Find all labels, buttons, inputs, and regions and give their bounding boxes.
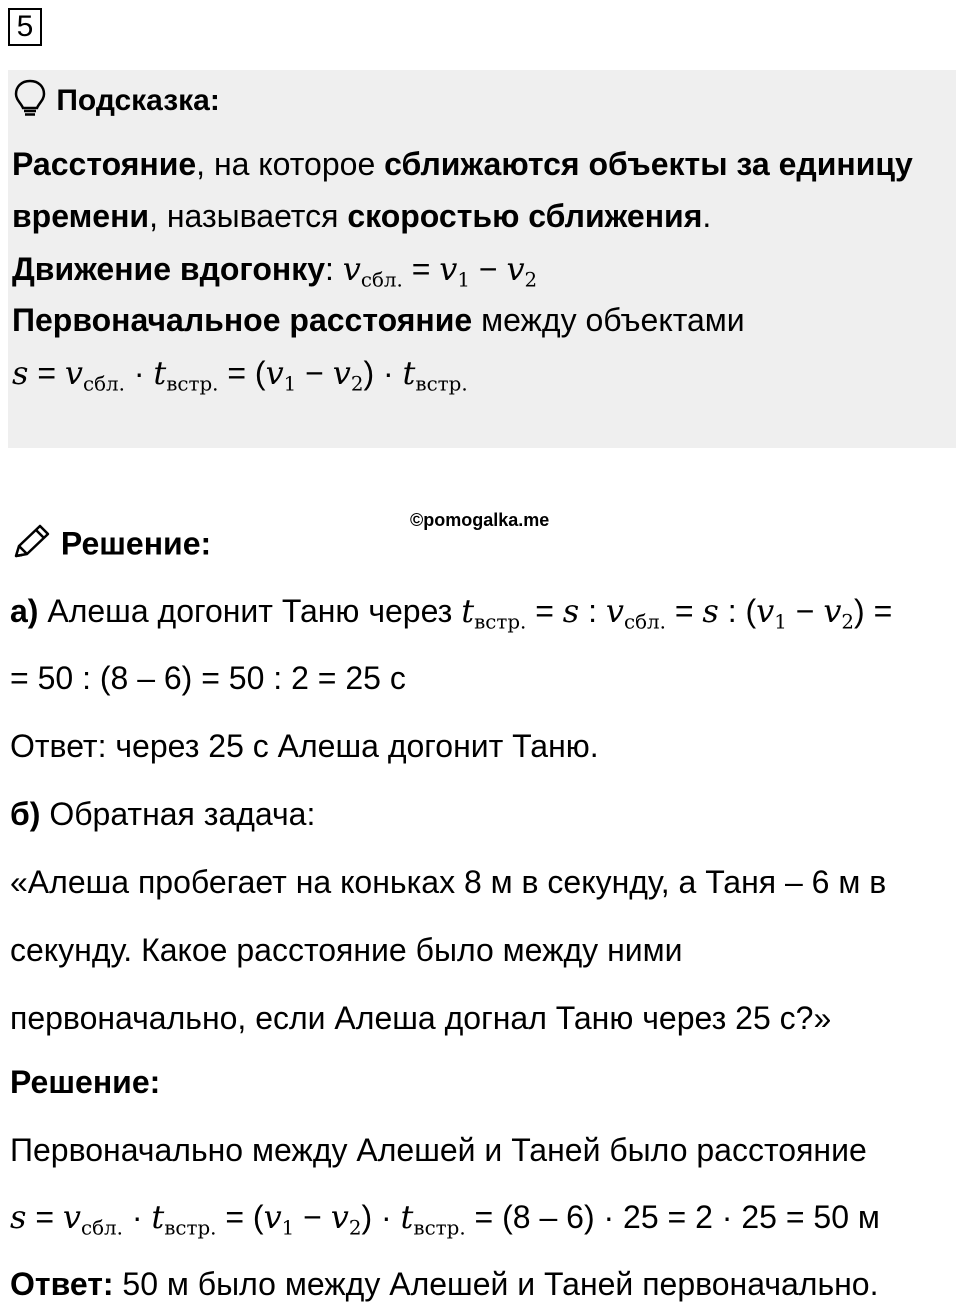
hint-line-3 (12, 250, 537, 291)
part-a-answer: Ответ: через 25 с Алеша догонит Таню. (10, 728, 599, 764)
text: между объектами (472, 302, 745, 338)
distance-formula: $s = v_{сбл.} \cdot t_{встр.} = (v_1 - v_2) \cdot t_{встр.}$ (12, 354, 468, 396)
part-b-solution-text: Первоначально между Алешей и Таней было расстояние (10, 1132, 867, 1168)
text: Алеша догонит Таню через (38, 593, 462, 629)
hint-line-4 (12, 302, 745, 339)
hint-title-row (12, 78, 220, 126)
term-chase: Движение вдогонку (12, 251, 326, 287)
term-initial-distance: Первоначальное расстояние (12, 302, 473, 338)
term-approach: сближаются объекты за единицу (384, 146, 913, 182)
task-number: 5 (8, 8, 42, 46)
lightbulb-icon (12, 78, 48, 126)
part-b-solution-title (10, 1064, 160, 1101)
text: 50 м было между Алешей и Таней первоначально. (113, 1266, 879, 1302)
text: , называется (149, 198, 348, 234)
text: Решение: (10, 1064, 161, 1100)
distance-formula-b: $s = v_{сбл.} \cdot t_{встр.} = (v_1 - v_2) \cdot t_{встр.}$ (10, 1198, 466, 1240)
hint-title: Подсказка: (56, 83, 220, 117)
part-a-label: а) (10, 593, 39, 629)
meet-time-formula: $t_{встр.} = s$ : $v_{сбл.} = s$ : $(v_1 - v_2)$ = (461, 592, 893, 634)
pencil-icon (10, 522, 52, 570)
text: : (325, 251, 343, 287)
text: = (8 – 6) · 25 = 2 · 25 = 50 м (465, 1199, 880, 1235)
term-approach-speed: скоростью сближения (347, 198, 703, 234)
chase-formula: $v_{сбл.} = v_1 - v_2$ (342, 250, 538, 292)
hint-line-2 (12, 198, 711, 235)
part-b-question-2: секунду. Какое расстояние было между ними (10, 932, 683, 968)
term-time: времени (12, 198, 150, 234)
text: . (702, 198, 712, 234)
text: , на которое (196, 146, 385, 182)
watermark: ©pomogalka.me (410, 510, 550, 530)
answer-label: Ответ: (10, 1266, 114, 1302)
part-b-formula-line (10, 1198, 880, 1239)
solution-title: Решение: (60, 525, 212, 562)
part-b-question-3: первоначально, если Алеша догнал Таню через 25 с?» (10, 1000, 832, 1036)
hint-line-1 (12, 146, 913, 183)
final-answer (10, 1266, 878, 1303)
part-a-line-1 (10, 592, 892, 633)
part-b-question-1: «Алеша пробегает на коньках 8 м в секунду, а Таня – 6 м в (10, 864, 887, 900)
solution-title-row (10, 522, 211, 570)
part-b-label: б) (10, 796, 41, 832)
text: Обратная задача: (40, 796, 316, 832)
part-a-line-2: = 50 : (8 – 6) = 50 : 2 = 25 с (10, 660, 406, 696)
part-b-line (10, 796, 315, 833)
term-distance: Расстояние (12, 146, 197, 182)
hint-line-5 (12, 354, 468, 395)
